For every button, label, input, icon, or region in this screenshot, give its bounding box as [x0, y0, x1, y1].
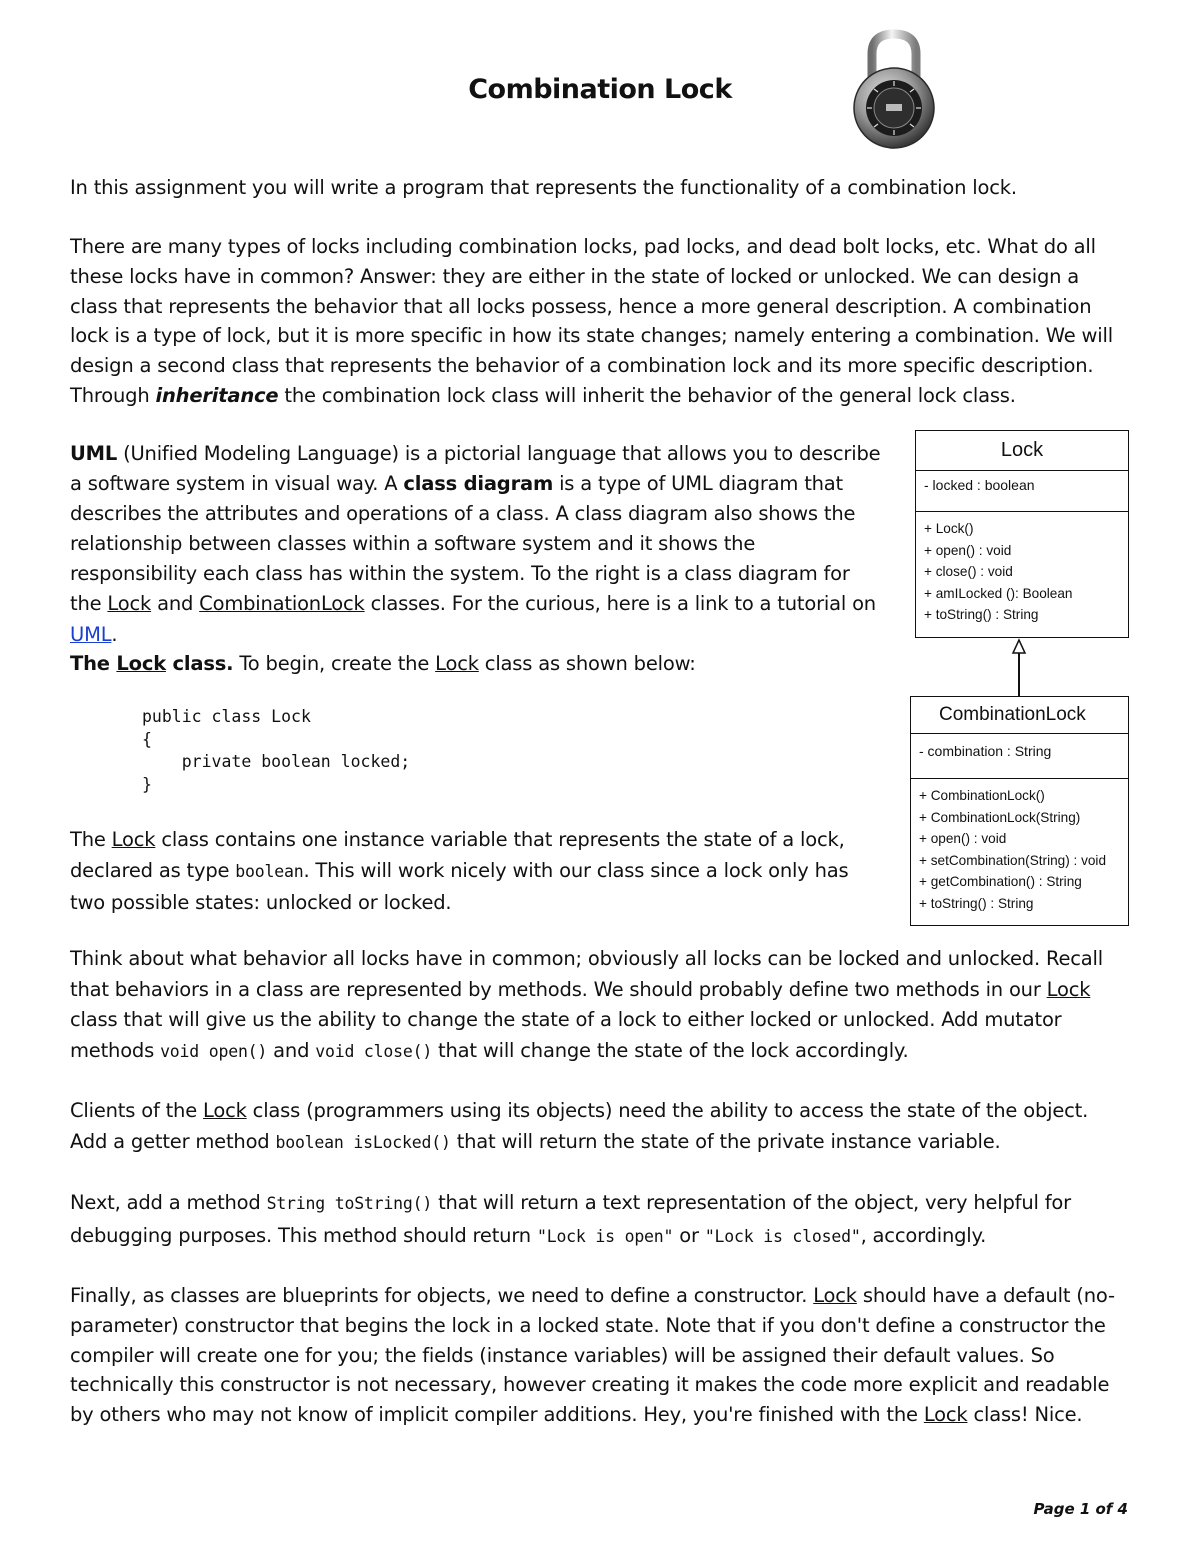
- heading-lock-ref: Lock: [116, 652, 166, 675]
- lock-class-ref-2: Lock: [435, 652, 479, 675]
- p6-text-c: that will change the state of the lock accordingly.: [432, 1038, 909, 1062]
- open-method-code: void open(): [160, 1041, 268, 1061]
- p6-text-a: Think about what behavior all locks have in common; obviously all locks can be locked and unlocked. Recall that behaviors in a class are represented by methods. We should probably define two methods in our: [70, 947, 1103, 1001]
- p6-text-b: class that will give us the ability to change the state of a lock to either locked or unlocked. Add mutator methods: [70, 1008, 1062, 1062]
- lock-open-string-code: "Lock is open": [536, 1227, 674, 1246]
- uml-combination-lock-class-box: [910, 696, 1129, 926]
- uml-operation: + close() : void: [924, 564, 1013, 579]
- uml-text-b: is a type of UML diagram that describes the attributes and operations of a class. A class diagram also shows the relationship between classes within a software system and it shows the responsibility each class has within the system. To the right is a class diagram for the: [70, 472, 856, 616]
- p8-text-or: or: [673, 1224, 705, 1247]
- instance-variable-paragraph: [70, 824, 875, 918]
- behavior-paragraph: [70, 944, 1130, 1067]
- uml-operation: + getCombination() : String: [919, 874, 1082, 889]
- uml-operation: + open() : void: [919, 831, 1007, 846]
- padlock-icon: [848, 28, 940, 150]
- close-method-code: void close(): [315, 1041, 433, 1061]
- lock-class-ref-7: Lock: [923, 1403, 968, 1427]
- page-number: Page 1 of 4: [1033, 1500, 1128, 1518]
- p7-text-a: Clients of the: [70, 1099, 204, 1122]
- uml-operation: + toString() : String: [924, 607, 1039, 622]
- uml-attribute: - combination : String: [919, 743, 1052, 759]
- islocked-method-code: boolean isLocked(): [275, 1133, 451, 1152]
- uml-combination-lock-class-name: CombinationLock: [911, 697, 1128, 734]
- intro-paragraph: In this assignment you will write a program that represents the functionality of a combination lock.: [70, 176, 1017, 199]
- p9-text-a: Finally, as classes are blueprints for objects, we need to define a constructor.: [70, 1284, 814, 1307]
- uml-lock-class-name: Lock: [916, 431, 1128, 471]
- uml-text-a: (Unified Modeling Language) is a pictorial language that allows you to describe a software system in visual way. A: [70, 442, 881, 496]
- p6-text-and: and: [267, 1038, 316, 1062]
- p7-text-c: that will return the state of the private instance variable.: [450, 1130, 1001, 1153]
- boolean-code: boolean: [235, 862, 304, 881]
- lock-class-ref-3: Lock: [111, 828, 156, 851]
- lock-closed-string-code: "Lock is closed": [704, 1227, 861, 1246]
- lock-class-heading: [70, 652, 233, 675]
- locks-text: There are many types of locks including combination locks, pad locks, and dead bolt locks, etc. What do all these locks have in common? Answer: they are either in the state of locked or unlocked. We can design a class that represents the behavior that all locks possess, hence a more general description. A combination lock is a type of lock, but it is more specific in how its state changes; namely entering a combination. We will design a second class that represents the behavior of a combination lock and its more specific description. Through: [70, 235, 1113, 407]
- getter-paragraph: [70, 1095, 1130, 1158]
- uml-operation: + open() : void: [924, 542, 1012, 558]
- p8-text-c: , accordingly.: [860, 1224, 987, 1247]
- uml-operation: + Lock(): [924, 521, 974, 536]
- heading-text-a: The: [70, 652, 117, 675]
- heading-body-b: class as shown below:: [478, 652, 696, 675]
- lock-class-ref-4: Lock: [1046, 977, 1091, 1001]
- lock-class-ref-6: Lock: [813, 1284, 857, 1307]
- p7-text-b: class (programmers using its objects) need the ability to access the state of the object. Add a getter method: [70, 1099, 1089, 1153]
- uml-text-and: and: [151, 592, 200, 616]
- locks-paragraph: [70, 232, 1130, 411]
- lock-code-block: public class Lock { private boolean locked; }: [142, 707, 411, 794]
- uml-combination-lock-attributes: [911, 734, 1128, 779]
- lock-class-heading-paragraph: [70, 649, 885, 679]
- uml-period: .: [111, 622, 118, 646]
- lock-class-ref-5: Lock: [203, 1099, 247, 1122]
- constructor-paragraph: [70, 1281, 1130, 1430]
- uml-lock-attributes: [916, 471, 1128, 512]
- inheritance-arrow-icon: [1008, 638, 1030, 698]
- uml-lock-class-box: [915, 430, 1129, 638]
- p5-text-a: The: [70, 828, 112, 851]
- tostring-method-code: String toString(): [266, 1194, 433, 1213]
- p9-text-b: should have a default (no-parameter) constructor that begins the lock in a locked state. Note that if you don't define a constructor the compiler will create one for you; the fields (instance variables) will be assigned their default values. So technically this constructor is not necessary, however creating it makes the code more explicit and readable by others who may not know of implicit compiler additions. Hey, you're finished with the: [70, 1284, 1115, 1427]
- p8-text-b: that will return a text representation of the object, very helpful for debugging purposes. This method should return: [70, 1191, 1071, 1247]
- heading-body-a: To begin, create the: [233, 652, 436, 675]
- uml-text-c: classes. For the curious, here is a link to a tutorial on: [364, 592, 876, 616]
- locks-text-end: the combination lock class will inherit the behavior of the general lock class.: [278, 383, 1016, 407]
- uml-operation: + amILocked (): Boolean: [924, 585, 1073, 601]
- class-diagram-term: class diagram: [403, 472, 554, 496]
- uml-operation: + toString() : String: [919, 895, 1034, 911]
- combination-lock-class-ref: CombinationLock: [199, 592, 365, 616]
- p5-text-c: . This will work nicely with our class since a lock only has two possible states: unlocked or locked.: [70, 859, 849, 914]
- uml-term: UML: [70, 442, 118, 465]
- heading-text-b: class.: [165, 652, 234, 675]
- page-title: Combination Lock: [468, 74, 732, 105]
- p9-text-c: class! Nice.: [967, 1403, 1083, 1427]
- uml-combination-lock-operations: [911, 779, 1128, 914]
- tostring-paragraph: [70, 1187, 1130, 1253]
- uml-operation: + CombinationLock(): [919, 788, 1045, 803]
- lock-class-ref: Lock: [107, 592, 152, 616]
- inheritance-term: inheritance: [155, 383, 279, 407]
- uml-lock-operations: [916, 512, 1128, 626]
- uml-tutorial-link[interactable]: UML: [70, 622, 112, 646]
- uml-paragraph: [70, 439, 885, 650]
- uml-attribute: - locked : boolean: [924, 477, 1035, 493]
- p8-text-a: Next, add a method: [70, 1191, 267, 1214]
- p5-text-b: class contains one instance variable that represents the state of a lock, declared as type: [70, 828, 845, 882]
- uml-operation: + setCombination(String) : void: [919, 852, 1107, 868]
- uml-operation: + CombinationLock(String): [919, 809, 1081, 825]
